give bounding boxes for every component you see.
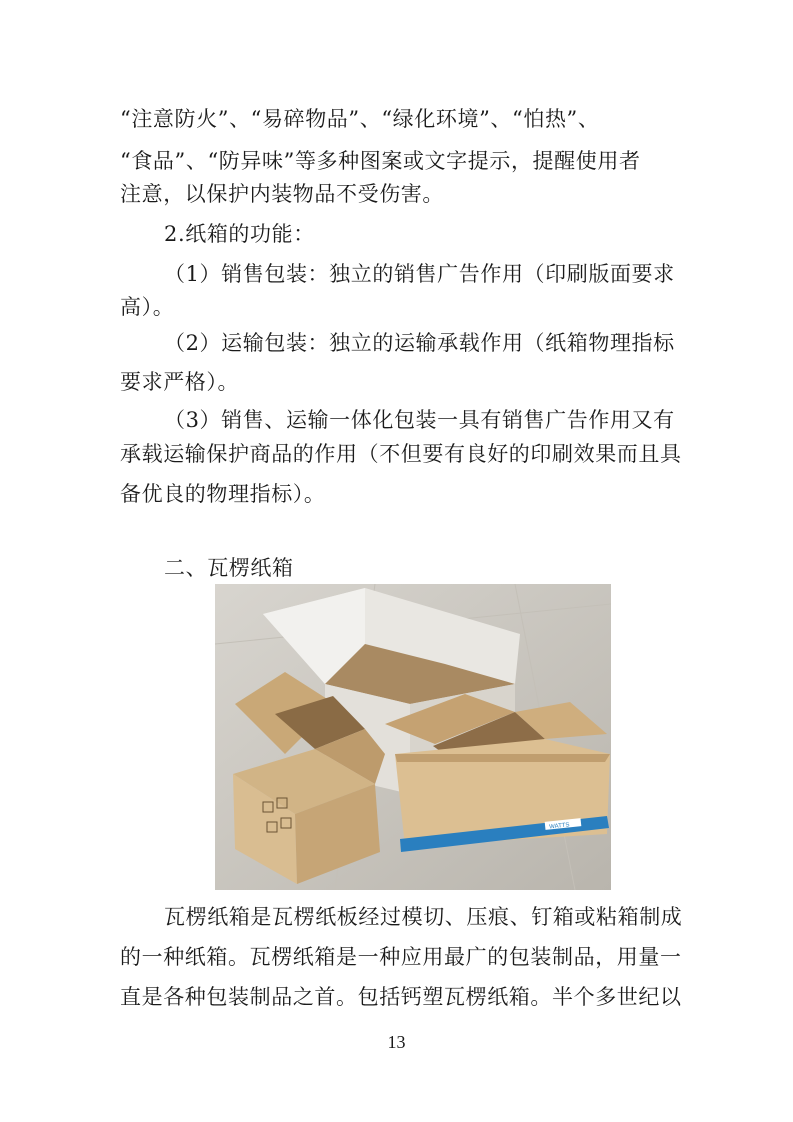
paragraph-line: 的一种纸箱。瓦楞纸箱是一种应用最广的包装制品，用量一	[120, 945, 682, 969]
cardboard-boxes-photo	[215, 584, 611, 890]
list-item-line: （3）销售、运输一体化包装一具有销售广告作用又有	[164, 408, 675, 432]
page-number: 13	[387, 1032, 406, 1052]
box-brand-label: WATTS	[548, 822, 570, 831]
list-item-line: 要求严格）。	[120, 370, 240, 394]
paragraph-line: 瓦楞纸箱是瓦楞纸板经过模切、压痕、钉箱或粘箱制成	[164, 905, 683, 929]
list-item-line: 承载运输保护商品的作用（不但要有良好的印刷效果而且具	[120, 442, 682, 466]
paragraph-line: 直是各种包装制品之首。包括钙塑瓦楞纸箱。半个多世纪以	[120, 985, 682, 1009]
paragraph-line: 注意，以保护内装物品不受伤害。	[120, 182, 444, 206]
list-item-line: 备优良的物理指标）。	[120, 482, 326, 506]
section-title: 二、瓦楞纸箱	[164, 556, 294, 580]
paragraph-line: “注意防火”、“易碎物品”、“绿化环境”、“怕热”、	[120, 107, 600, 131]
functions-heading: 2.纸箱的功能：	[164, 222, 315, 246]
list-item-line: （1）销售包装：独立的销售广告作用（印刷版面要求	[164, 262, 675, 286]
list-item-line: 高）。	[120, 295, 175, 319]
paragraph-line: “食品”、“防异味”等多种图案或文字提示，提醒使用者	[120, 149, 641, 173]
list-item-line: （2）运输包装：独立的运输承载作用（纸箱物理指标	[164, 331, 675, 355]
